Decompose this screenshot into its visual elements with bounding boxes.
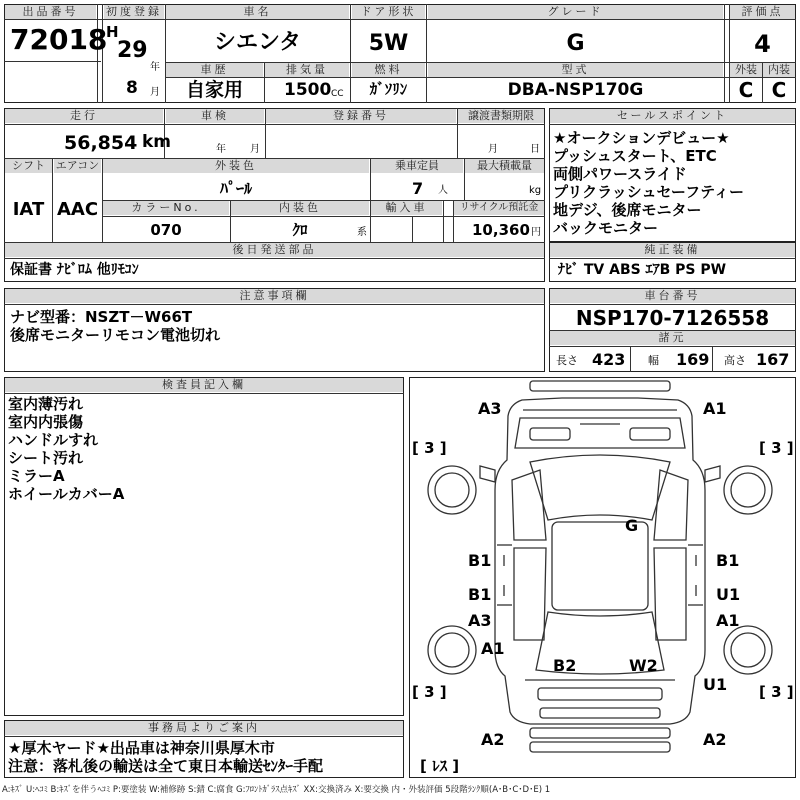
damage-a2-rear-right: A2 [703, 730, 727, 749]
first-registration-header: 初度登録 [106, 5, 162, 18]
mileage-header: 走行 [5, 109, 163, 123]
inspector-comment: シート汚れ [8, 449, 84, 467]
later-parts: 保証書 ﾅﾋﾞﾛﾑ 他ﾘﾓｺﾝ [10, 262, 139, 278]
fuel-header: 燃料 [352, 63, 425, 77]
office-line: ★厚木ヤード★出品車は神奈川県厚木市 [8, 739, 275, 757]
fuel: ｶﾞｿﾘﾝ [369, 80, 408, 98]
chassis-header: 車台番号 [550, 289, 795, 303]
spare-tire: [ ﾚｽ ] [420, 757, 460, 775]
body-color: ﾊﾟｰﾙ [219, 179, 252, 198]
damage-u1-right-rear-door: U1 [716, 585, 741, 604]
inspector-comment: ホイールカバーA [8, 485, 125, 503]
shift: IAT [12, 199, 45, 220]
inspector-comments [8, 395, 124, 503]
model-code: DBA-NSP170G [507, 80, 644, 100]
recycle-unit: 円 [531, 227, 541, 238]
sales-point: プッシュスタート、ETC [553, 147, 717, 165]
interior-grade: C [771, 78, 787, 102]
inspection-month-unit: 月 [250, 144, 260, 155]
ac-header: エアコン [55, 159, 100, 172]
recycle-deposit: 10,360 [472, 221, 530, 239]
sales-point: ★オークションデビュー★ [553, 129, 730, 147]
seating-capacity: 7 [412, 179, 424, 198]
note-line: 後席モニターリモコン電池切れ [10, 326, 221, 344]
year-unit: 年 [150, 62, 160, 73]
length-label: 長さ [556, 354, 578, 367]
equipment-header: 純正装備 [550, 243, 795, 257]
car-outline-diagram [410, 378, 795, 777]
damage-b2-rear-left: B2 [553, 656, 577, 675]
sales-point: 地デジ、後席モニター [553, 201, 702, 219]
inspector-comment: 室内内張傷 [8, 413, 84, 431]
exterior-header: 外装 [730, 63, 762, 77]
inspector-comment: ハンドルすれ [8, 431, 99, 449]
score-header: 評価点 [730, 5, 795, 19]
registration-year: 29 [117, 38, 148, 63]
score: 4 [754, 30, 771, 58]
cc-unit: CC [331, 89, 344, 99]
sales-point: プリクラッシュセーフティー [553, 183, 744, 201]
model-header: 型式 [428, 63, 723, 77]
tire-rear-left: [ 3 ] [412, 683, 447, 701]
load-header: 最大積載量 [465, 159, 544, 173]
sales-point: 両側パワースライド [553, 165, 687, 183]
era: H [106, 23, 119, 41]
interior-header: 内装 [763, 63, 795, 77]
door-type: 5W [368, 31, 409, 56]
length-value: 423 [592, 350, 626, 369]
lot-number-header: 出品番号 [5, 5, 96, 19]
tire-rear-right: [ 3 ] [759, 683, 794, 701]
damage-u1-right-quarter: U1 [703, 675, 728, 694]
transfer-day-unit: 日 [530, 144, 540, 155]
sales-points-header: セールスポイント [550, 109, 795, 123]
grade: G [566, 31, 585, 56]
office-header: 事務局よりご案内 [5, 721, 403, 735]
inspector-comment: ミラーA [8, 467, 65, 485]
notes-header: 注意事項欄 [5, 289, 544, 303]
km-unit: km [142, 132, 172, 152]
damage-b1-left-rear-door: B1 [468, 585, 492, 604]
inspection-header: 車検 [166, 109, 264, 123]
shift-header: シフト [5, 159, 52, 173]
color-number: 070 [150, 221, 182, 239]
factory-equipment: ﾅﾋﾞ TV ABS ｴｱB PS PW [558, 262, 727, 278]
damage-b1-right-front-door: B1 [716, 551, 740, 570]
chassis-number: NSP170-7126558 [575, 306, 770, 330]
damage-w2-rear-right: W2 [629, 656, 658, 675]
interior-color-header: 内装色 [231, 201, 369, 215]
damage-g-windshield: G [625, 516, 639, 535]
damage-legend: A:ｷｽﾞ U:ﾍｺﾐ B:ｷｽﾞを伴うﾍｺﾐ P:要塗装 W:補修跡 S:錆 C:腐食 G:ﾌﾛﾝﾄｶﾞﾗｽ点ｷｽﾞ XX:交換済み X:要交換 内・外装評価 5段階ﾗﾝｸ順(A･B･C･D･E) 1 [2, 785, 551, 795]
color-number-header: カラーNo. [103, 201, 229, 215]
height-value: 167 [756, 350, 790, 369]
notes-list [10, 308, 220, 344]
exterior-grade: C [738, 78, 754, 102]
capacity-header: 乗車定員 [371, 159, 463, 173]
tire-front-left: [ 3 ] [412, 439, 447, 457]
damage-a3-left-sill: A3 [468, 611, 492, 630]
damage-a2-rear-left: A2 [481, 730, 505, 749]
inspector-header: 検査員記入欄 [5, 378, 403, 392]
transfer-month-unit: 月 [488, 144, 498, 155]
interior-color-unit: 系 [357, 227, 367, 238]
recycle-header: リサイクル預託金 [454, 201, 544, 215]
month-unit: 月 [150, 87, 160, 98]
office-notice [8, 739, 323, 775]
lot-number: 72018 [10, 23, 108, 56]
color-header: 外装色 [103, 159, 369, 173]
plate-header: 登録番号 [266, 109, 456, 123]
history: 自家用 [185, 79, 243, 101]
damage-a1-right-sill: A1 [716, 611, 740, 630]
transfer-header: 譲渡書類期限 [458, 109, 544, 123]
tire-front-right: [ 3 ] [759, 439, 794, 457]
sales-point: バックモニター [553, 219, 659, 237]
capacity-unit: 人 [438, 185, 448, 196]
inspection-year-unit: 年 [216, 144, 226, 155]
door-header: ドア形状 [352, 5, 425, 19]
damage-a1-front-right: A1 [703, 399, 727, 418]
inspector-comment: 室内薄汚れ [8, 395, 84, 413]
damage-a3-front-left: A3 [478, 399, 502, 418]
interior-color: ｸﾛ [292, 221, 308, 239]
height-label: 高さ [724, 354, 746, 367]
later-parts-header: 後日発送部品 [5, 243, 544, 257]
car-name: シエンタ [213, 30, 302, 55]
note-line: ナビ型番：NSZT－W66T [10, 308, 193, 326]
import-header: 輸入車 [371, 201, 442, 215]
displacement: 1500 [284, 80, 332, 100]
load-unit: kg [529, 185, 542, 196]
damage-b1-left-front-door: B1 [468, 551, 492, 570]
air-conditioner: AAC [56, 199, 99, 220]
specifications-header: 諸元 [550, 331, 795, 345]
history-header: 車歴 [166, 63, 263, 77]
office-line: 注意：落札後の輸送は全て東日本輸送ｾﾝﾀｰ手配 [8, 757, 324, 775]
mileage: 56,854 [64, 132, 138, 154]
car-name-header: 車名 [166, 5, 349, 19]
width-value: 169 [676, 350, 710, 369]
displacement-header: 排気量 [265, 63, 349, 77]
damage-a1-left-rear: A1 [481, 639, 505, 658]
grade-header: グレード [428, 5, 723, 19]
registration-month: 8 [126, 78, 138, 98]
sales-points-list [553, 129, 744, 237]
width-label: 幅 [648, 354, 659, 367]
